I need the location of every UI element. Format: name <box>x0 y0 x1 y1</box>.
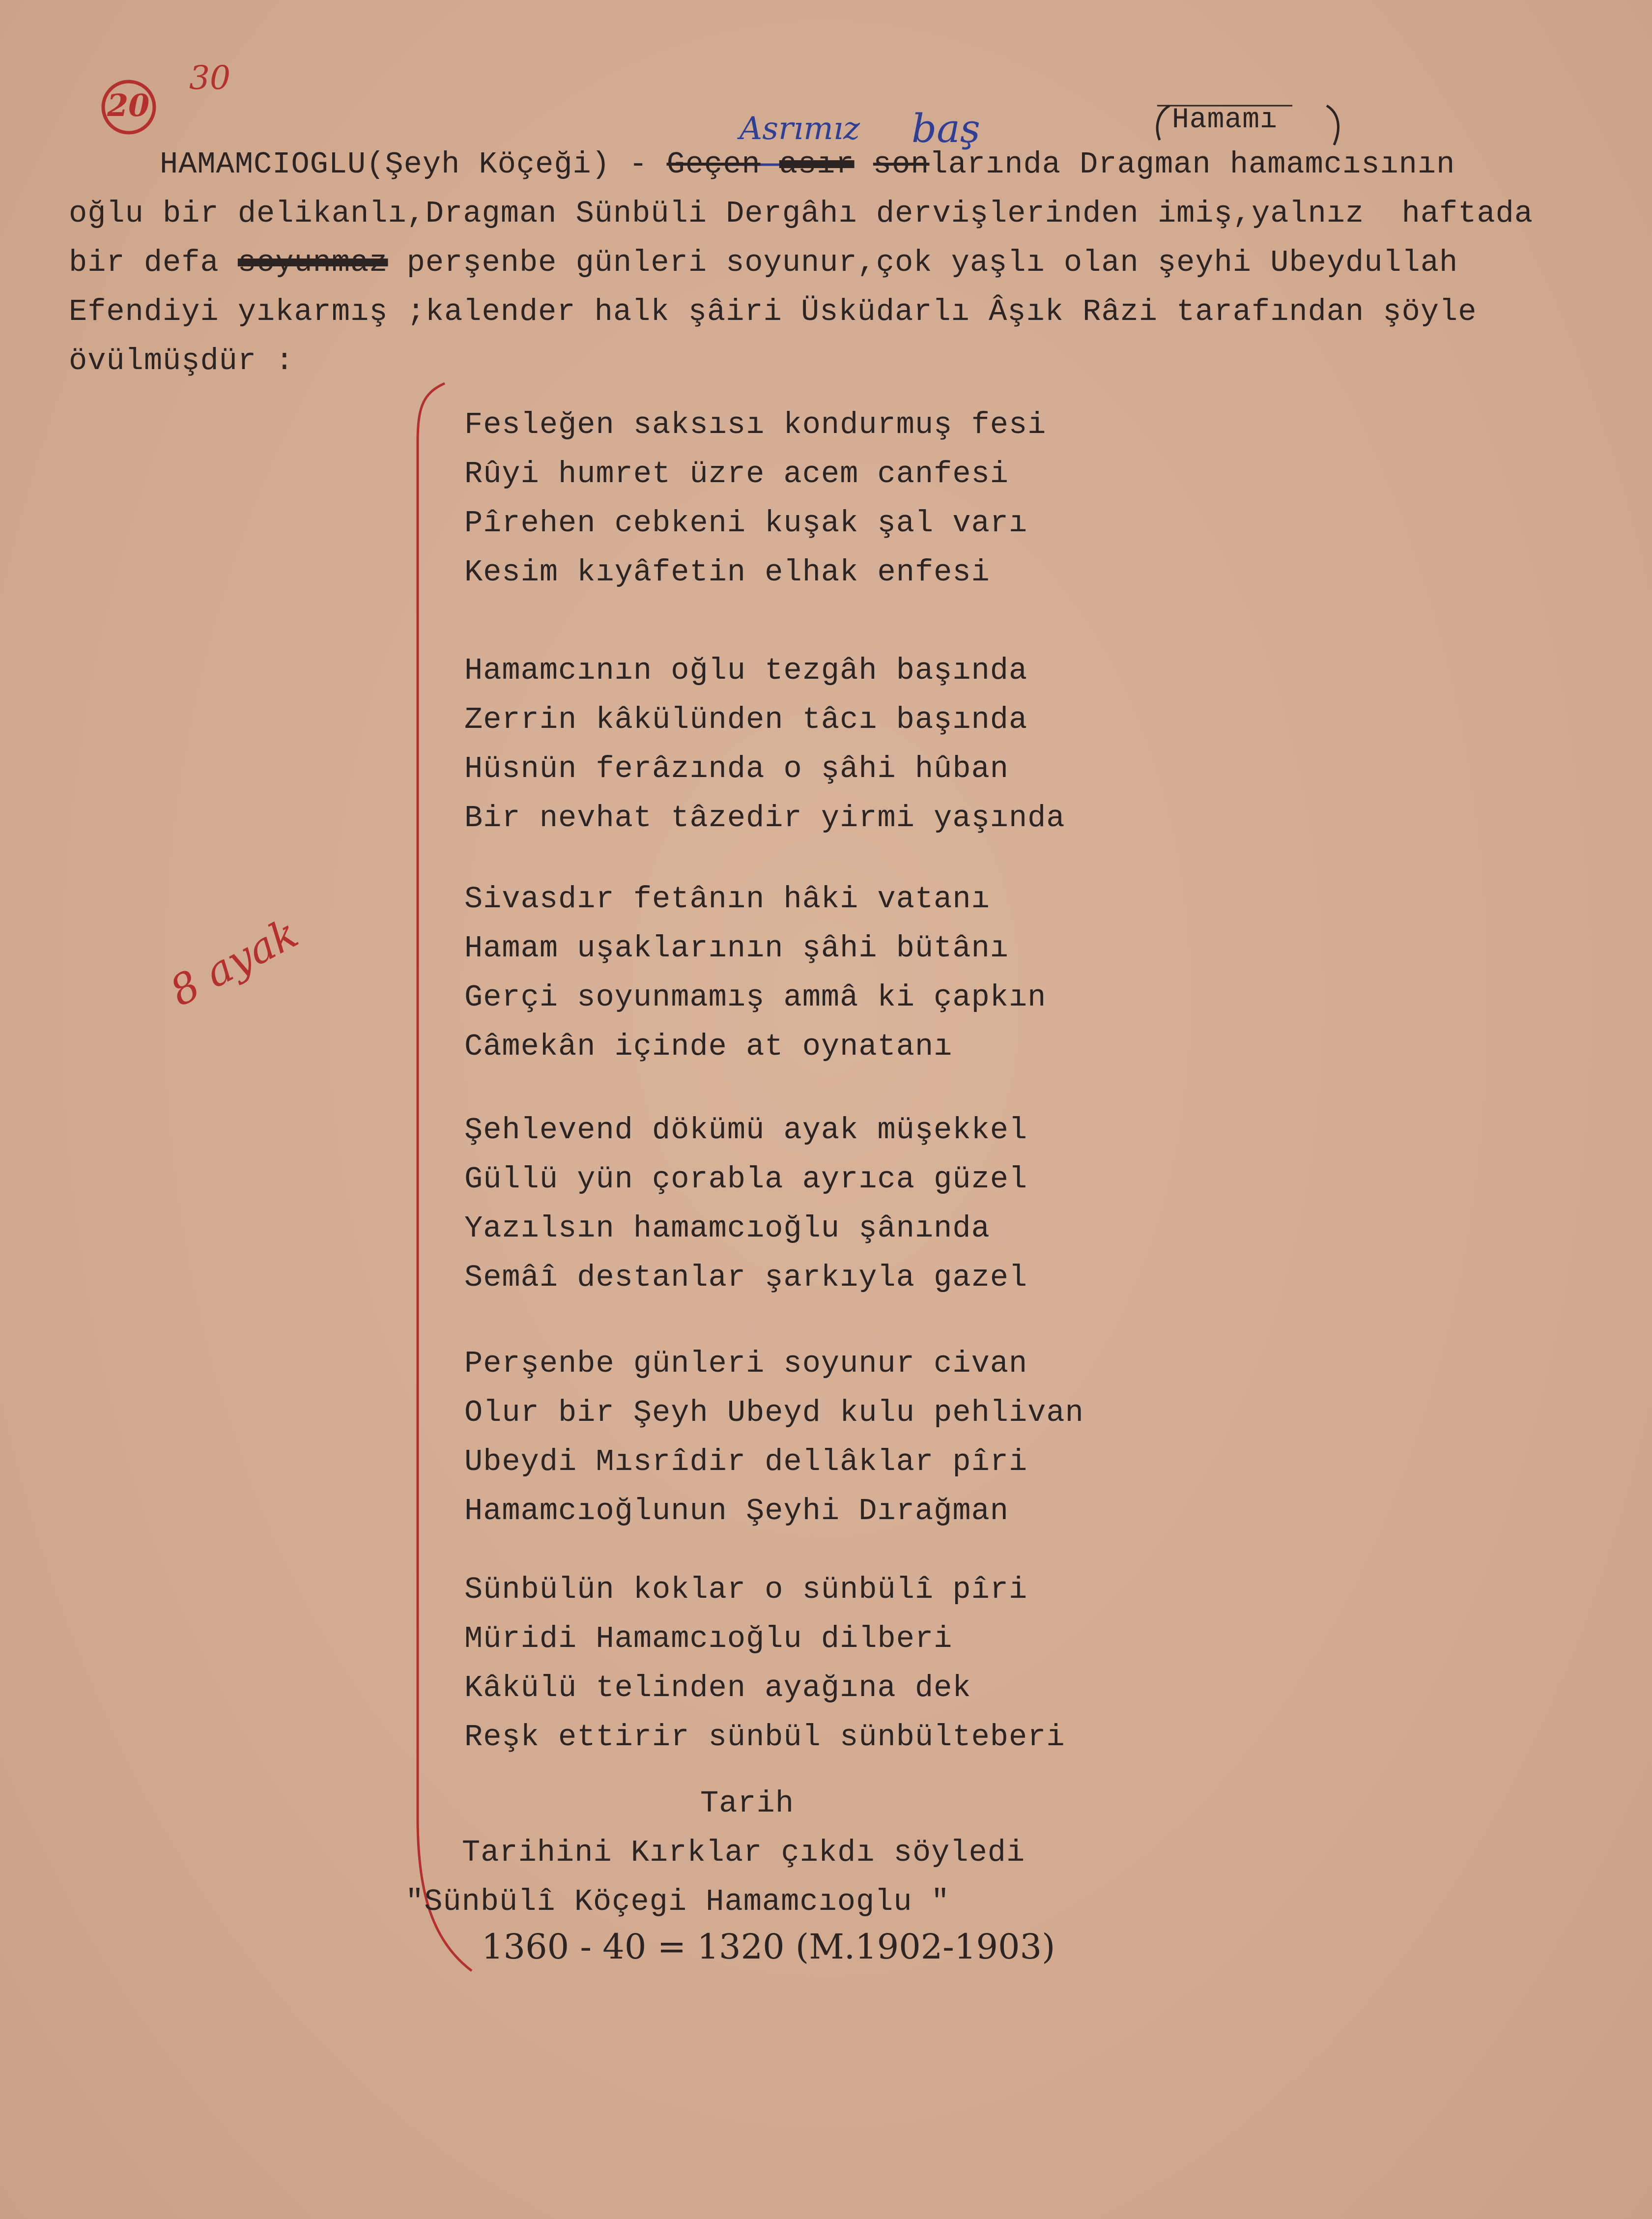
verse-line: Hüsnün ferâzında o şâhi hûban <box>464 751 1009 786</box>
page-number-circled: 20 <box>107 87 150 123</box>
verse-line: Yazılsın hamamcıoğlu şânında <box>464 1211 990 1246</box>
verse-line: Müridi Hamamcıoğlu dilberi <box>464 1621 953 1656</box>
prose-line-3: bir defa soyunmaz perşenbe günleri soyunur,çok yaşlı olan şeyhi Ubeydullah <box>69 245 1458 280</box>
verse-line: Olur bir Şeyh Ubeyd kulu pehlivan <box>464 1395 1084 1430</box>
typed-insert-hamami: Hamamı <box>1172 104 1278 136</box>
verse-line: Bir nevhat tâzedir yirmi yaşında <box>464 801 1065 836</box>
verse-line: Semâî destanlar şarkıyla gazel <box>464 1260 1028 1295</box>
prose-line-2: oğlu bir delikanlı,Dragman Sünbüli Dergâhı dervişlerinden imiş,yalnız haftada <box>69 196 1534 231</box>
verse-line: Sünbülün koklar o sünbülî pîri <box>464 1572 1028 1607</box>
prose-line-4: Efendiyi yıkarmış ;kalender halk şâiri Üsküdarlı Âşık Râzi tarafından şöyle <box>69 294 1477 329</box>
page-number-top: 30 <box>189 59 230 97</box>
tarih-line-3: 1360 - 40 = 1320 (M.1902-1903) <box>482 1927 1055 1967</box>
verse-line: Hamam uşaklarının şâhi bütânı <box>464 931 1009 966</box>
word-dragman: Dragman <box>1080 147 1211 182</box>
struck-word-gecen: Geçen <box>666 147 761 182</box>
tarih-heading: Tarih <box>700 1786 795 1821</box>
prose-line-5: övülmüşdür : <box>69 344 294 378</box>
verse-line: Şehlevend dökümü ayak müşekkel <box>464 1113 1028 1148</box>
verse-line: Ubeydi Mısrîdir dellâklar pîri <box>464 1444 1028 1479</box>
verse-line: Zerrin kâkülünden tâcı başında <box>464 702 1028 737</box>
handwritten-insert-asrimiz: Asrımız <box>740 111 860 147</box>
red-margin-bracket <box>418 383 472 1971</box>
margin-note: 8 ayak <box>162 909 306 1016</box>
verse-line: Güllü yün çorabla ayrıca güzel <box>464 1162 1028 1197</box>
struck-word-asir: asır <box>779 147 854 182</box>
prose-line-1: HAMAMCIOGLU(Şeyh Köçeği) - Geçen asır sonlarında Dragman hamamcısının <box>160 147 1455 182</box>
tarih-line-2: "Sünbülî Köçegi Hamamcıoglu " <box>405 1884 950 1919</box>
struck-word-soyunmaz: soyunmaz <box>237 245 388 280</box>
verse-line: Kesim kıyâfetin elhak enfesi <box>464 555 990 590</box>
verse-line: Hamamcıoğlunun Şeyhi Dırağman <box>464 1494 1009 1528</box>
verse-line: Reşk ettirir sünbül sünbülteberi <box>464 1720 1065 1755</box>
handwritten-insert-bas: baş <box>911 106 980 151</box>
tarih-line-1: Tarihini Kırklar çıkdı söyledi <box>462 1835 1025 1870</box>
verse-line: Perşenbe günleri soyunur civan <box>464 1346 1028 1381</box>
verse-line: Rûyi humret üzre acem canfesi <box>464 457 1009 491</box>
verse-line: Câmekân içinde at oynatanı <box>464 1029 953 1064</box>
verse-line: Fesleğen saksısı kondurmuş fesi <box>464 407 1047 442</box>
struck-word-son: son <box>873 147 930 182</box>
verse-line: Gerçi soyunmamış ammâ ki çapkın <box>464 980 1047 1015</box>
insert-bracket-left <box>1157 106 1169 140</box>
insert-bracket-right <box>1327 106 1338 145</box>
verse-line: Hamamcının oğlu tezgâh başında <box>464 653 1028 688</box>
verse-line: Kâkülü telinden ayağına dek <box>464 1671 971 1705</box>
verse-line: Sivasdır fetânın hâki vatanı <box>464 882 990 917</box>
verse-line: Pîrehen cebkeni kuşak şal varı <box>464 506 1028 541</box>
